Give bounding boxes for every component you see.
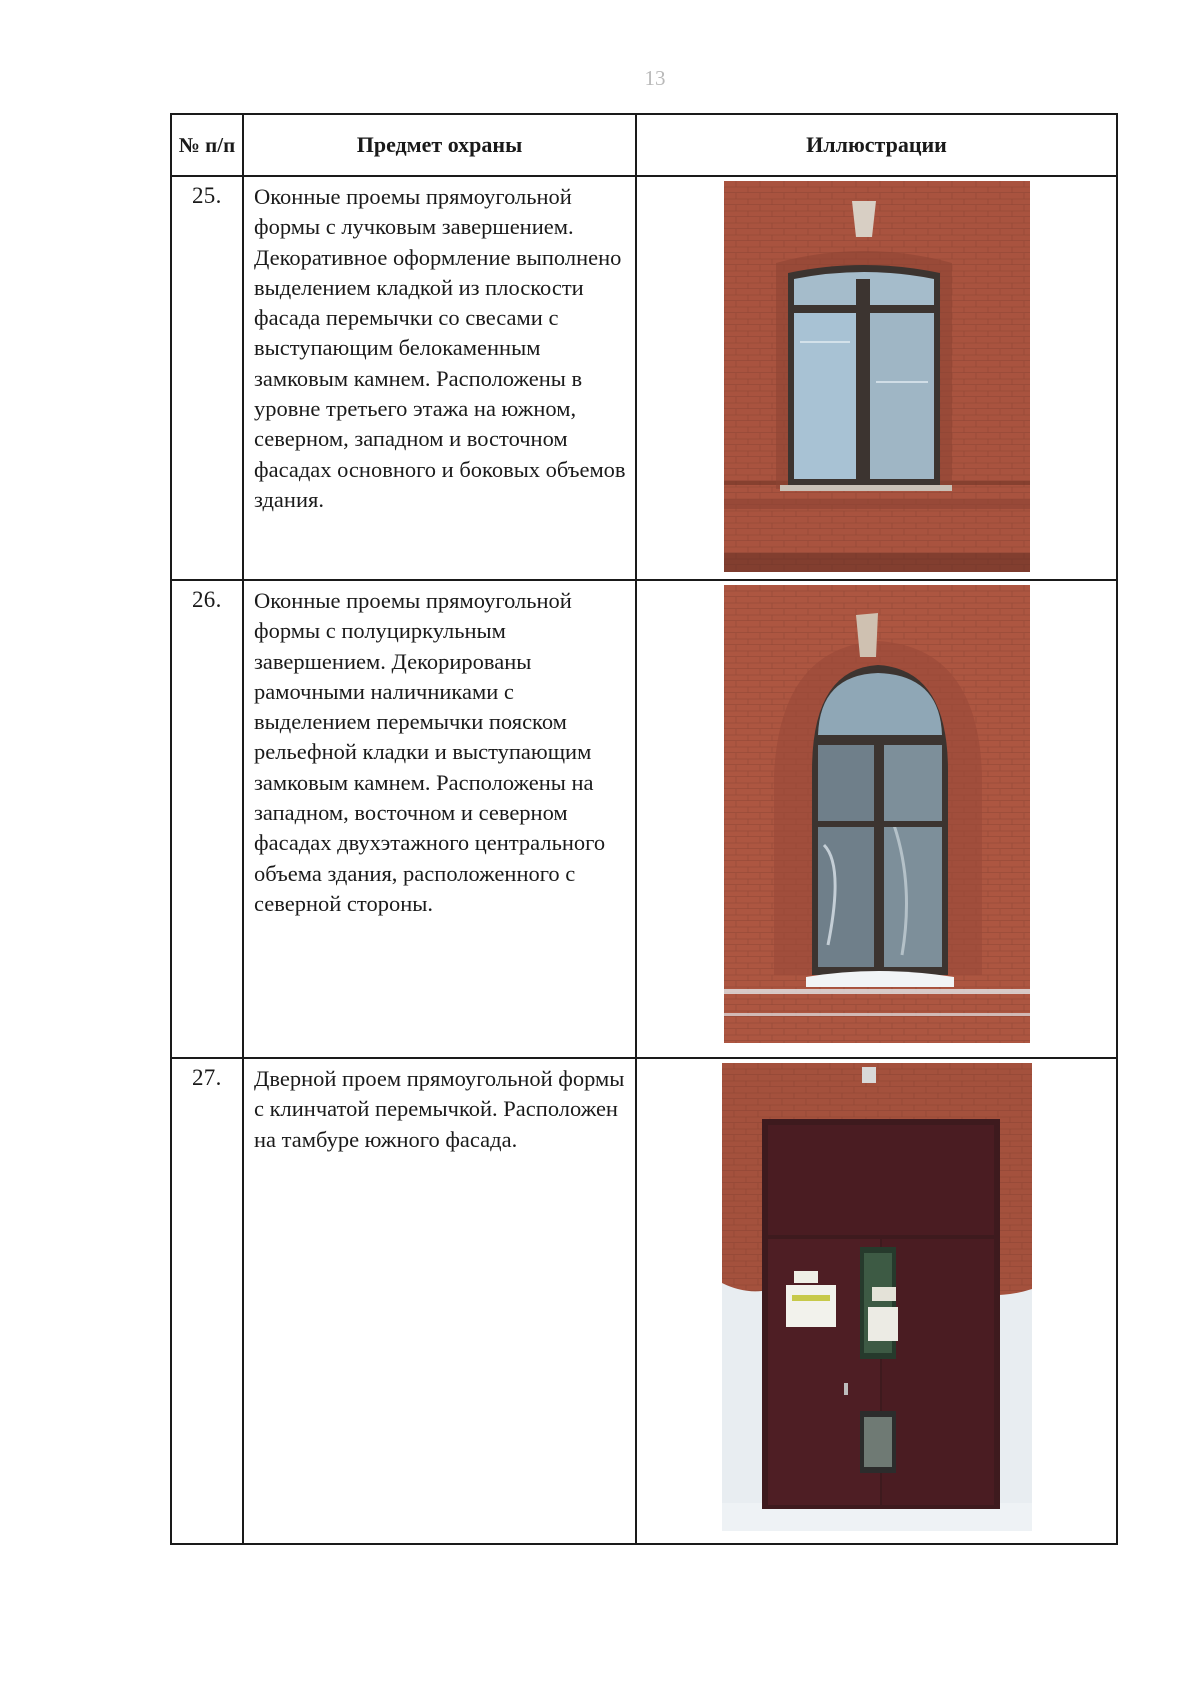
row-number: 25.: [171, 176, 243, 580]
table-header-row: [171, 114, 1117, 176]
header-number: № п/п: [171, 114, 243, 176]
table-row: [171, 176, 1117, 580]
protection-subject-table: [170, 113, 1118, 1545]
row-description: Дверной проем прямоугольной формы с клинчатой перемычкой. Расположен на тамбуре южного фасада.: [243, 1058, 636, 1544]
table-row: [171, 580, 1117, 1058]
window-round-arch-photo: [724, 585, 1030, 1043]
row-description: Оконные проемы прямоугольной формы с лучковым завершением. Декоративное оформление выполнено выделением кладкой из плоскости фасада перемычки со свесами с выступающим белокаменным замковым камнем. Расположены в уровне третьего этажа на южном, северном, западном и восточном фасадах основного и боковых объемов здания.: [243, 176, 636, 580]
row-number: 26.: [171, 580, 243, 1058]
table-row: [171, 1058, 1117, 1544]
page-number: 13: [644, 66, 666, 90]
door-photo: [722, 1063, 1032, 1531]
header-subject: Предмет охраны: [243, 114, 636, 176]
header-illustrations: Иллюстрации: [636, 114, 1117, 176]
row-number: 27.: [171, 1058, 243, 1544]
window-segmental-arch-photo: [724, 181, 1030, 572]
row-description: Оконные проемы прямоугольной формы с полуциркульным завершением. Декорированы рамочными наличниками с выделением перемычки пояском рельефной кладки и выступающим замковым камнем. Расположены на западном, восточном и северном фасадах двухэтажного центрального объема здания, расположенного с северной стороны.: [243, 580, 636, 1058]
